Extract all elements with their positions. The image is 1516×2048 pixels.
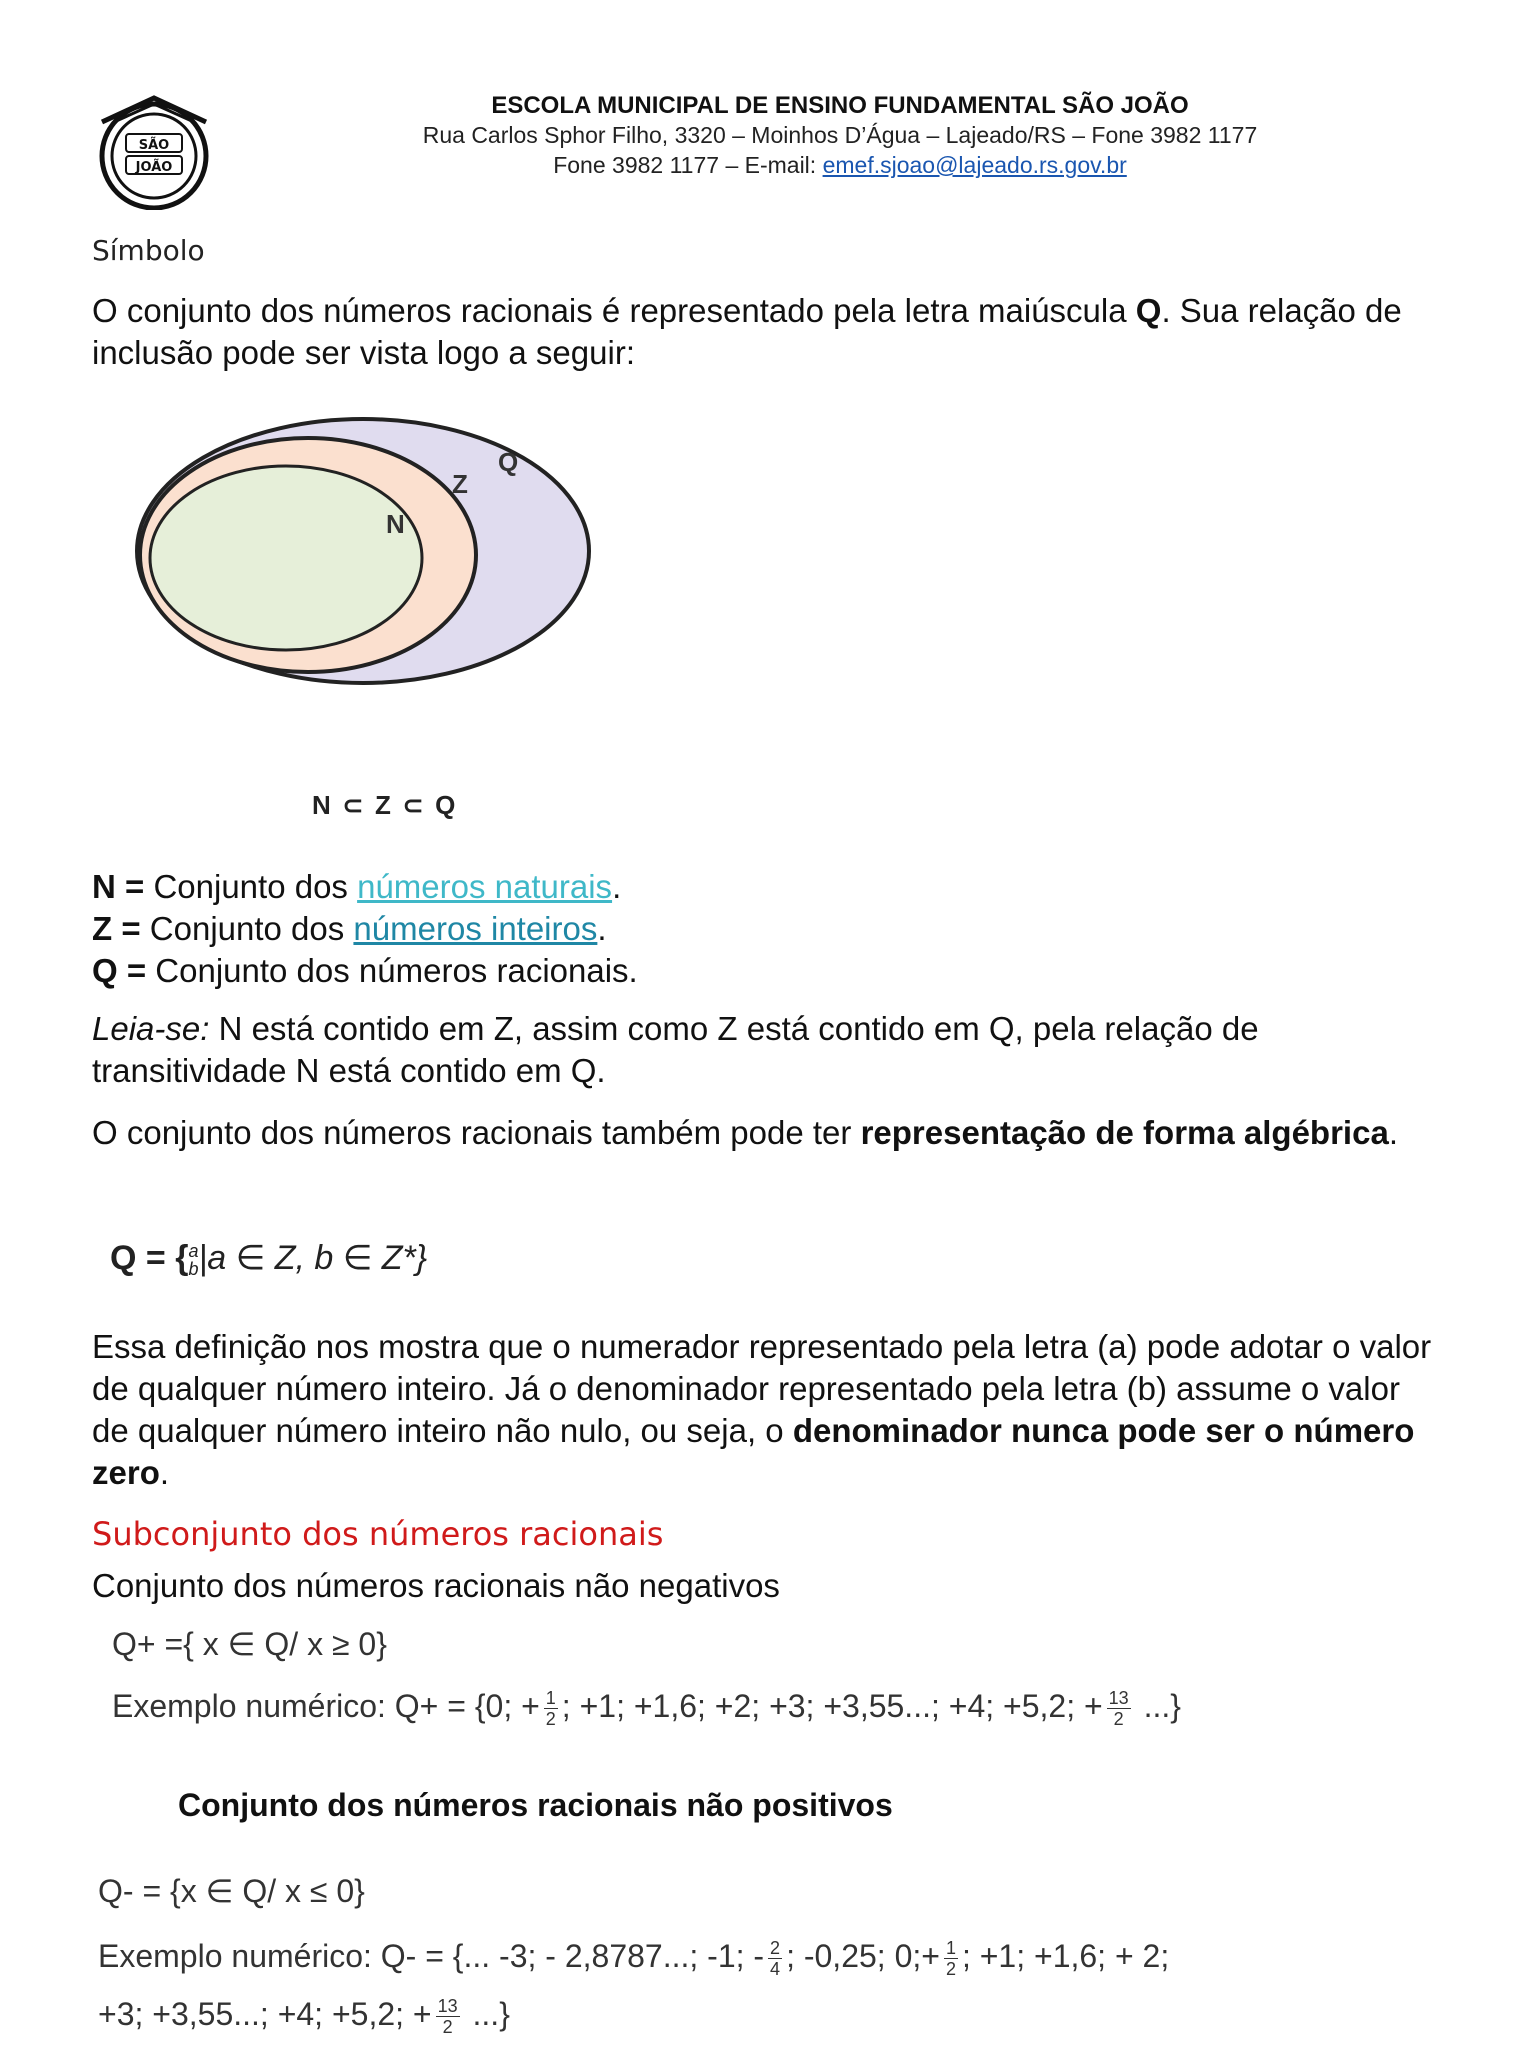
nonneg-definition: Q+ ={ x ∈ Q/ x ≥ 0} (112, 1626, 387, 1662)
algebraic-paragraph: O conjunto dos números racionais também pode ter representação de forma algébrica. (92, 1114, 1398, 1151)
nonpos-title: Conjunto dos números racionais não positivos (178, 1787, 893, 1823)
venn-label-n: N (386, 509, 405, 539)
fraction: $\frac{13}{2}$ (1108, 1688, 1129, 1730)
school-logo (92, 92, 216, 210)
nonneg-example: Exemplo numérico: Q+ = {0; + $\frac{1}{2}$ ; +1; +1,6; +2; +3; +3,55...; +4; +5,2; + $\frac{13}{2}$ ...} (112, 1688, 1181, 1730)
nonneg-title: Conjunto dos números racionais não negativos (92, 1567, 780, 1604)
subset-relation: N ⊂ Z ⊂ Q (312, 790, 458, 820)
fraction: $\frac{1}{2}$ (945, 1938, 956, 1980)
section-label: Símbolo (92, 234, 205, 267)
leia-paragraph: Leia-se: N está contido em Z, assim como Z está contido em Q, pela relação de transitividade N está contido em Q. (92, 1010, 1259, 1089)
nonpos-example-line2: +3; +3,55...; +4; +5,2; + $\frac{13}{2}$ ...} (98, 1996, 510, 2038)
fraction: $\frac{2}{4}$ (770, 1938, 781, 1980)
set-formula: Q = { a b |a ∈ Z, b ∈ Z*} (110, 1239, 428, 1280)
email-link[interactable]: emef.sjoao@lajeado.rs.gov.br (822, 152, 1127, 178)
definition-z: Z = Conjunto dos números inteiros. (92, 910, 607, 947)
definition-paragraph: Essa definição nos mostra que o numerador representado pela letra (a) pode adotar o valor de qualquer número inteiro. Já o denominador representado pela letra (b) assume o valor de qualquer número inteiro não nulo, ou seja, o denominador nunca pode ser o número zero. (92, 1328, 1432, 1491)
intro-paragraph: O conjunto dos números racionais é representado pela letra maiúscula Q. Sua relação de inclusão pode ser vista logo a seguir: (92, 292, 1402, 371)
school-contact (340, 152, 1340, 179)
definition-n: N = Conjunto dos números naturais. (92, 868, 622, 905)
contact-prefix: Fone 3982 1177 – E-mail: (553, 152, 823, 178)
link-numeros-naturais[interactable]: números naturais (357, 868, 613, 905)
definition-q: Q = Conjunto dos números racionais. (92, 952, 638, 989)
venn-label-z: Z (452, 469, 468, 499)
venn-diagram (130, 415, 600, 695)
link-numeros-inteiros[interactable]: números inteiros (353, 910, 598, 947)
venn-label-q: Q (498, 447, 519, 477)
venn-set-n (150, 466, 422, 650)
fraction: $\frac{13}{2}$ (437, 1996, 458, 2038)
school-address: Rua Carlos Sphor Filho, 3320 – Moinhos D’Água – Lajeado/RS – Fone 3982 1177 (422, 122, 1258, 148)
intro-bold: Q (1135, 292, 1162, 329)
logo-text-1: SÃO (138, 138, 170, 153)
fraction: $\frac{1}{2}$ (545, 1688, 556, 1730)
subset-title: Subconjunto dos números racionais (92, 1515, 664, 1553)
logo-text-2: JOÃO (135, 160, 173, 175)
school-name: ESCOLA MUNICIPAL DE ENSINO FUNDAMENTAL SÃO JOÃO (491, 92, 1189, 119)
formula-fraction: a b (188, 1241, 199, 1280)
nonpos-definition: Q- = {x ∈ Q/ x ≤ 0} (98, 1873, 365, 1909)
nonpos-example-line1: Exemplo numérico: Q- = {... -3; - 2,8787...; -1; - $\frac{2}{4}$ ; -0,25; 0;+ $\frac{1}{2}$ ; +1; +1,6; + 2; (98, 1938, 1170, 1980)
